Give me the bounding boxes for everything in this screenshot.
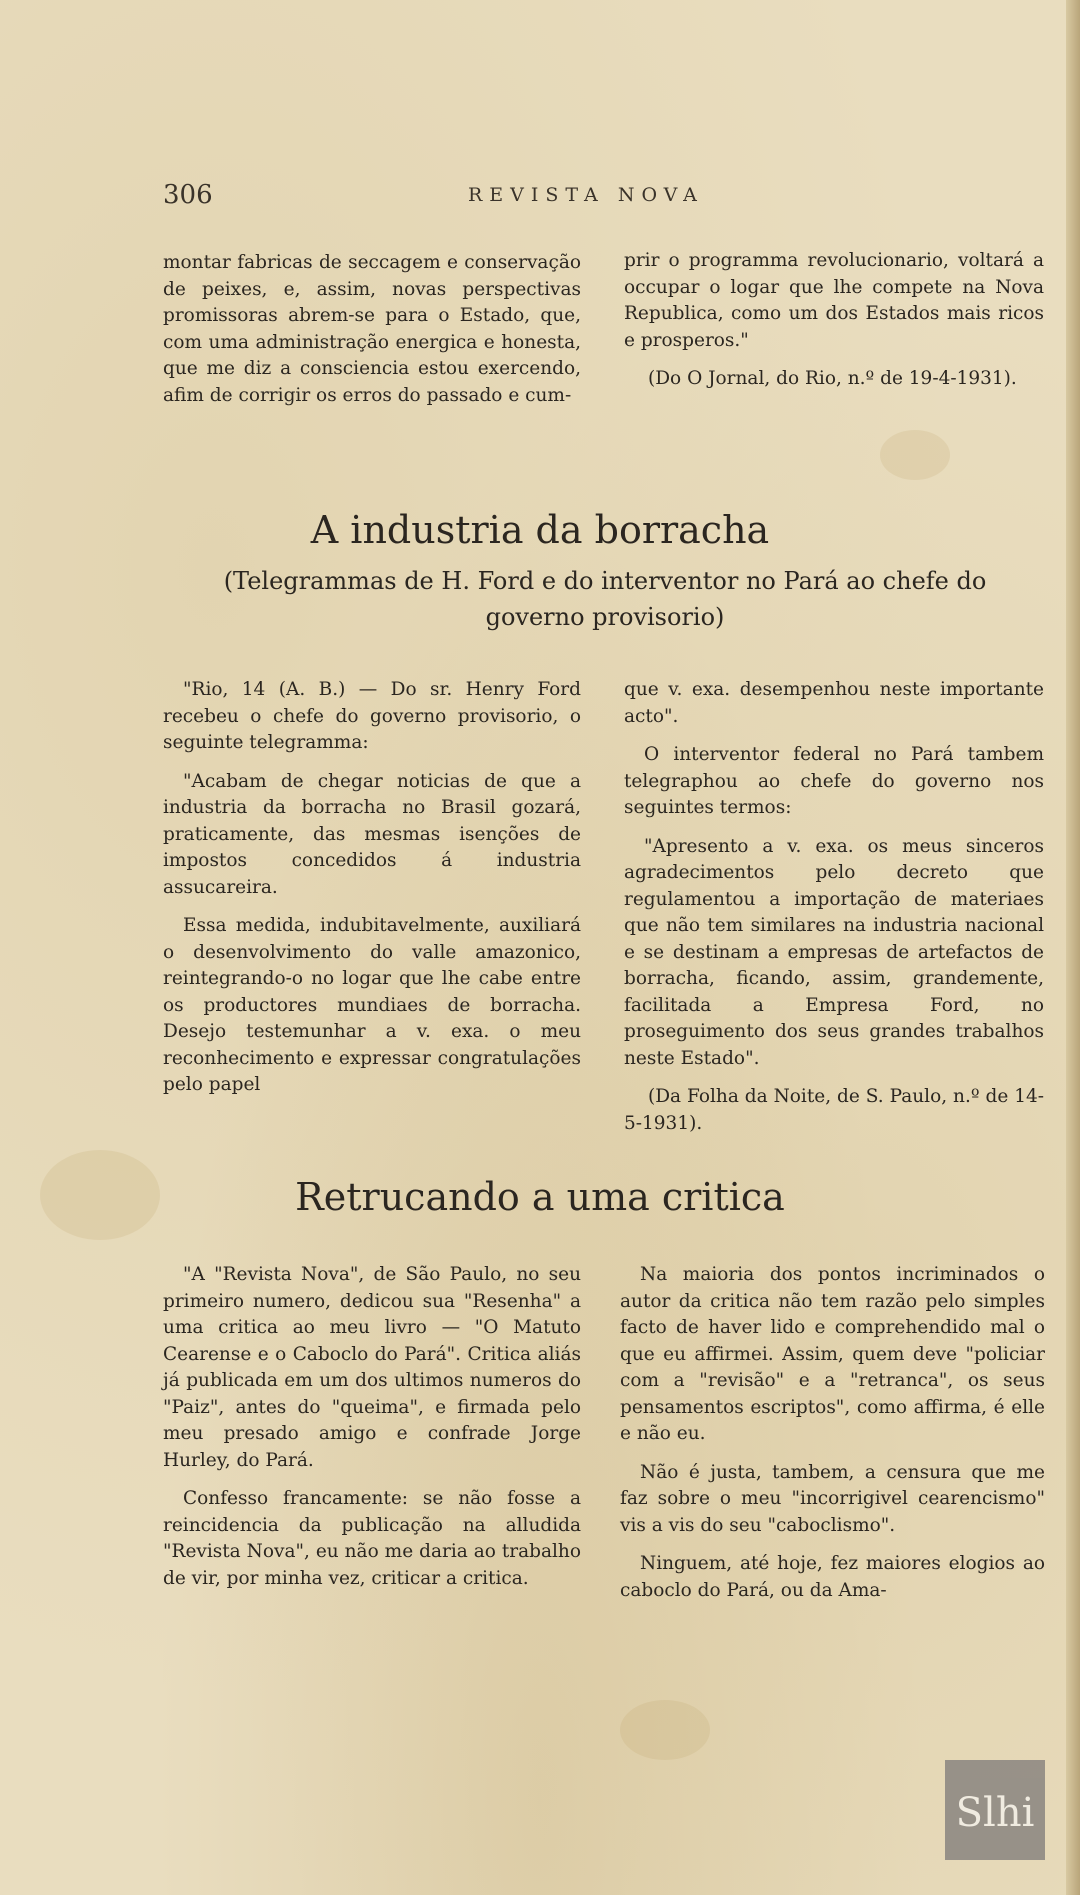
- article-title: Retrucando a uma critica: [295, 1175, 785, 1219]
- paragraph: prir o programma revolucionario, voltará a occupar o logar que lhe compete na Nova Republica, como um dos Estados mais ricos e prosperos.": [624, 250, 1044, 351]
- paragraph: O interventor federal no Pará tambem telegraphou ao chefe do governo nos seguintes termos:: [624, 744, 1044, 818]
- article-title: A industria da borracha: [310, 508, 770, 552]
- paragraph: Não é justa, tambem, a censura que me faz sobre o meu "incorrigivel cearencismo" vis a vis do seu "caboclismo".: [620, 1461, 1045, 1536]
- article2-left-column: [163, 1262, 581, 1604]
- page-number: 306: [163, 180, 213, 210]
- paragraph: "Apresento a v. exa. os meus sinceros agradecimentos pelo decreto que regulamentou a importação de materiaes que não tem similares na industria nacional e se destinam a empresas de artefactos de borracha, ficando, assim, grandemente, facilitada a Empresa Ford, no proseguimento dos seus grandes trabalhos neste Estado".: [624, 835, 1044, 1069]
- logo-text: Slhi: [955, 1790, 1035, 1836]
- article1-left-column: [163, 677, 581, 1111]
- paragraph: "Acabam de chegar noticias de que a industria da borracha no Brasil gozará, praticamente, das mesmas isenções de impostos concedidos á industria assucareira.: [163, 770, 581, 898]
- prev-article-right-column: [624, 248, 1044, 405]
- page-header: [163, 180, 1023, 220]
- paragraph: "A "Revista Nova", de São Paulo, no seu primeiro numero, dedicou sua "Resenha" a uma critica ao meu livro — "O Matuto Cearense e o Caboclo do Pará". Critica aliás já publicada em um dos ultimos numeros do "Paiz", antes do "queima", e firmada pelo meu presado amigo e confrade Jorge Hurley, do Pará.: [163, 1264, 581, 1471]
- article-subtitle: (Telegrammas de H. Ford e do interventor no Pará ao chefe do governo provisorio): [223, 567, 987, 631]
- paragraph: montar fabricas de seccagem e conservação de peixes, e, assim, novas perspectivas promissoras abrem-se para o Estado, que, com uma administração energica e honesta, que me diz a consciencia estou exercendo, afim de corrigir os erros do passado e cum-: [163, 252, 581, 406]
- watermark-logo: [945, 1760, 1045, 1860]
- prev-article-left-column: [163, 250, 581, 421]
- paragraph: Confesso francamente: se não fosse a reincidencia da publicação na alludida "Revista Nova", eu não me daria ao trabalho de vir, por minha vez, criticar a critica.: [163, 1488, 581, 1589]
- citation: (Da Folha da Noite, de S. Paulo, n.º de 14-5-1931).: [624, 1086, 1044, 1134]
- paper-stain: [620, 1700, 710, 1760]
- paragraph: Na maioria dos pontos incriminados o autor da critica não tem razão pelo simples facto de haver lido e comprehendido mal o que eu affirmei. Assim, quem deve "policiar com a "revisão" e a "retranca", os seus pensamentos escriptos", como affirma, é elle e não eu.: [620, 1264, 1045, 1444]
- paragraph: "Rio, 14 (A. B.) — Do sr. Henry Ford recebeu o chefe do governo provisorio, o seguinte telegramma:: [163, 679, 581, 753]
- paragraph: Essa medida, indubitavelmente, auxiliará o desenvolvimento do valle amazonico, reintegrando-o no logar que lhe cabe entre os productores mundiaes de borracha. Desejo testemunhar a v. exa. o meu reconhecimento e expressar congratulações pelo papel: [163, 915, 581, 1095]
- book-spine-edge: [1066, 0, 1080, 1895]
- citation: (Do O Jornal, do Rio, n.º de 19-4-1931).: [648, 368, 1017, 389]
- logo-icon: [945, 1760, 1045, 1860]
- paragraph: que v. exa. desempenhou neste importante acto".: [624, 679, 1044, 727]
- paragraph: Ninguem, até hoje, fez maiores elogios ao caboclo do Pará, ou da Ama-: [620, 1553, 1045, 1601]
- running-head: REVISTA NOVA: [468, 184, 704, 206]
- article2-right-column: [620, 1262, 1045, 1616]
- paper-stain: [880, 430, 950, 480]
- article1-right-column: [624, 677, 1044, 1149]
